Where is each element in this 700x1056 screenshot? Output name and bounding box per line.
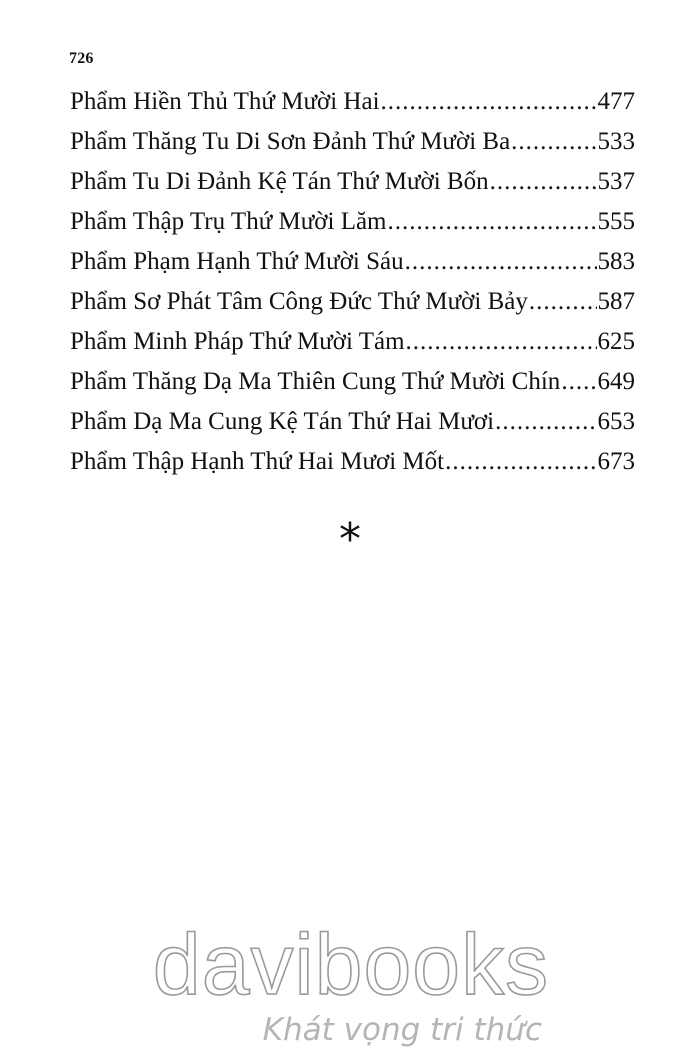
toc-entry-title: Phẩm Hiền Thủ Thứ Mười Hai [70, 88, 380, 115]
toc-entry-title: Phẩm Sơ Phát Tâm Công Đức Thứ Mười Bảy [70, 288, 528, 315]
toc-entry [70, 362, 635, 402]
toc-entry-page: 555 [597, 208, 635, 235]
toc-entry-page: 625 [597, 328, 635, 355]
dot-leader [511, 122, 596, 162]
toc-entry-title: Phẩm Tu Di Đảnh Kệ Tán Thứ Mười Bốn [70, 168, 489, 195]
toc-entry [70, 282, 635, 322]
toc-entry-page: 673 [597, 448, 635, 475]
dot-leader [490, 162, 597, 202]
dot-leader [406, 322, 597, 362]
dot-leader [381, 82, 597, 122]
table-of-contents [70, 82, 635, 482]
toc-entry [70, 442, 635, 482]
toc-entry-title: Phẩm Phạm Hạnh Thứ Mười Sáu [70, 248, 404, 275]
toc-entry-page: 533 [597, 128, 635, 155]
toc-entry-page: 587 [597, 288, 635, 315]
toc-entry [70, 402, 635, 442]
toc-entry-page: 583 [597, 248, 635, 275]
toc-entry-page: 649 [597, 368, 635, 395]
toc-entry-page: 477 [597, 88, 635, 115]
section-separator-asterisk: * [339, 514, 361, 565]
toc-entry-title: Phẩm Thập Trụ Thứ Mười Lăm [70, 208, 387, 235]
toc-entry [70, 122, 635, 162]
toc-entry [70, 242, 635, 282]
dot-leader [561, 362, 596, 402]
dot-leader [405, 242, 597, 282]
toc-entry-page: 537 [597, 168, 635, 195]
toc-entry [70, 82, 635, 122]
toc-entry-page: 653 [597, 408, 635, 435]
watermark-tagline: Khát vọng tri thức [262, 1012, 542, 1048]
watermark-logo [0, 918, 700, 1056]
dot-leader [445, 442, 596, 482]
toc-entry-title: Phẩm Minh Pháp Thứ Mười Tám [70, 328, 405, 355]
toc-entry [70, 202, 635, 242]
dot-leader [529, 282, 597, 322]
watermark-brand: davibooks [152, 918, 550, 1013]
dot-leader [388, 202, 597, 242]
dot-leader [495, 402, 596, 442]
toc-entry-title: Phẩm Dạ Ma Cung Kệ Tán Thứ Hai Mươi [70, 408, 495, 435]
toc-entry-title: Phẩm Thăng Tu Di Sơn Đảnh Thứ Mười Ba [70, 128, 511, 155]
toc-entry [70, 162, 635, 202]
toc-entry-title: Phẩm Thập Hạnh Thứ Hai Mươi Mốt [70, 448, 445, 475]
page-number: 726 [69, 50, 94, 67]
toc-entry [70, 322, 635, 362]
toc-entry-title: Phẩm Thăng Dạ Ma Thiên Cung Thứ Mười Chín [70, 368, 561, 395]
